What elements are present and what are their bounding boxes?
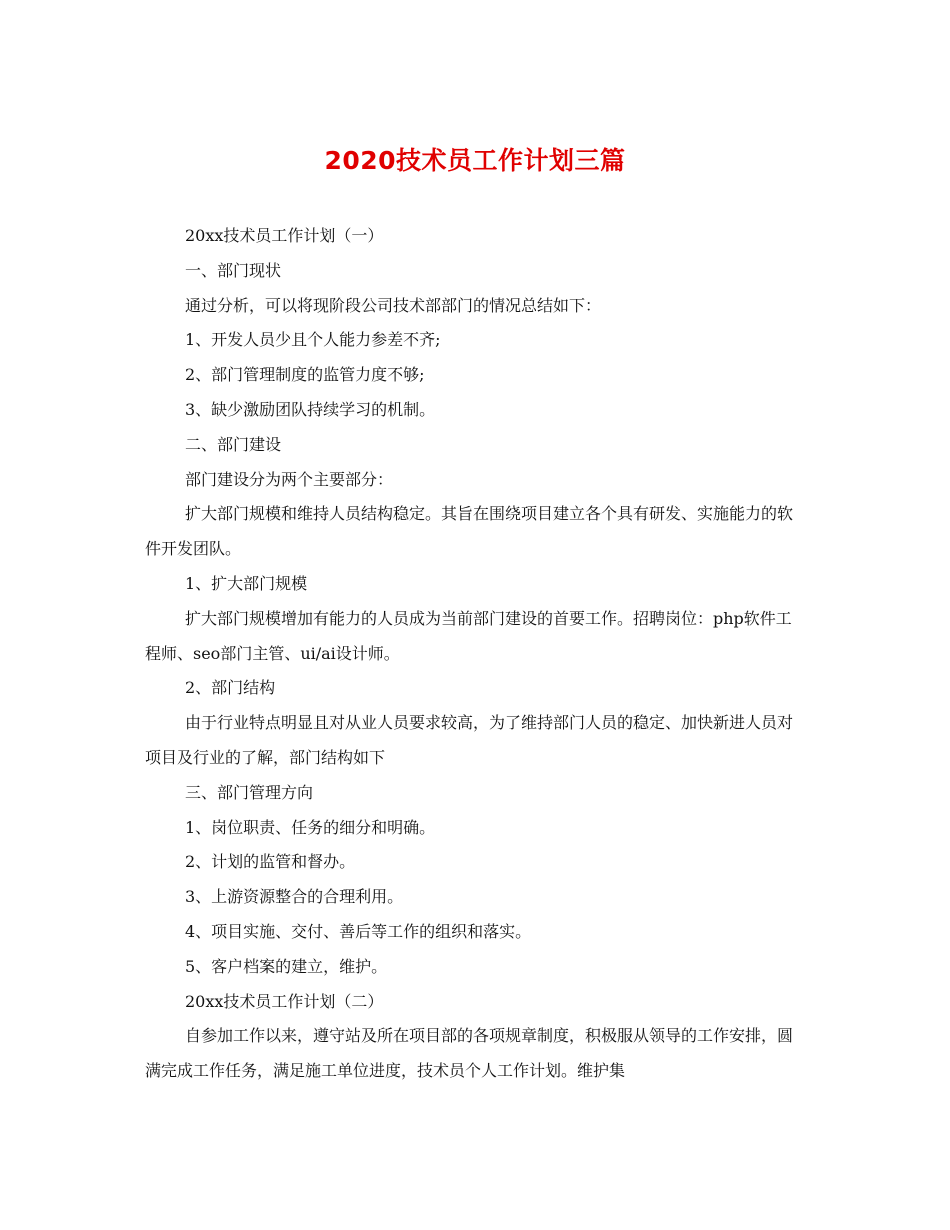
paragraph: 扩大部门规模和维持人员结构稳定。其旨在围绕项目建立各个具有研发、实施能力的软件开发团队。 [145, 504, 794, 559]
section-heading: 20xx技术员工作计划（二） [185, 991, 384, 1011]
list-item: 2、计划的监管和督办。 [185, 852, 356, 872]
section-heading: 20xx技术员工作计划（一） [185, 226, 384, 245]
document-title: 2020技术员工作计划三篇 [324, 146, 626, 175]
list-item: 2、部门管理制度的监管力度不够; [185, 365, 425, 385]
paragraph: 通过分析，可以将现阶段公司技术部部门的情况总结如下： [185, 295, 602, 315]
list-item: 1、开发人员少且个人能力参差不齐; [185, 330, 441, 350]
list-item: 2、部门结构 [185, 678, 276, 698]
subsection-heading: 一、部门现状 [185, 260, 282, 280]
list-item: 3、上游资源整合的合理利用。 [185, 887, 404, 907]
list-item: 1、扩大部门规模 [185, 573, 308, 593]
paragraph: 自参加工作以来，遵守站及所在项目部的各项规章制度，积极服从领导的工作安排，圆满完成工作任务，满足施工单位进度，技术员个人工作计划。维护集 [145, 1026, 794, 1081]
list-item: 5、客户档案的建立，维护。 [185, 956, 388, 976]
list-item: 1、岗位职责、任务的细分和明确。 [185, 817, 436, 837]
list-item: 3、缺少激励团队持续学习的机制。 [185, 399, 436, 419]
document-body [145, 219, 805, 1089]
paragraph: 扩大部门规模增加有能力的人员成为当前部门建设的首要工作。招聘岗位：php软件工程师、seo部门主管、ui/ai设计师。 [145, 608, 792, 663]
subsection-heading: 三、部门管理方向 [185, 782, 314, 802]
list-item: 4、项目实施、交付、善后等工作的组织和落实。 [185, 921, 532, 941]
paragraph: 由于行业特点明显且对从业人员要求较高，为了维持部门人员的稳定、加快新进人员对项目及行业的了解，部门结构如下 [145, 713, 794, 767]
paragraph: 部门建设分为两个主要部分： [185, 469, 394, 489]
subsection-heading: 二、部门建设 [185, 434, 282, 454]
